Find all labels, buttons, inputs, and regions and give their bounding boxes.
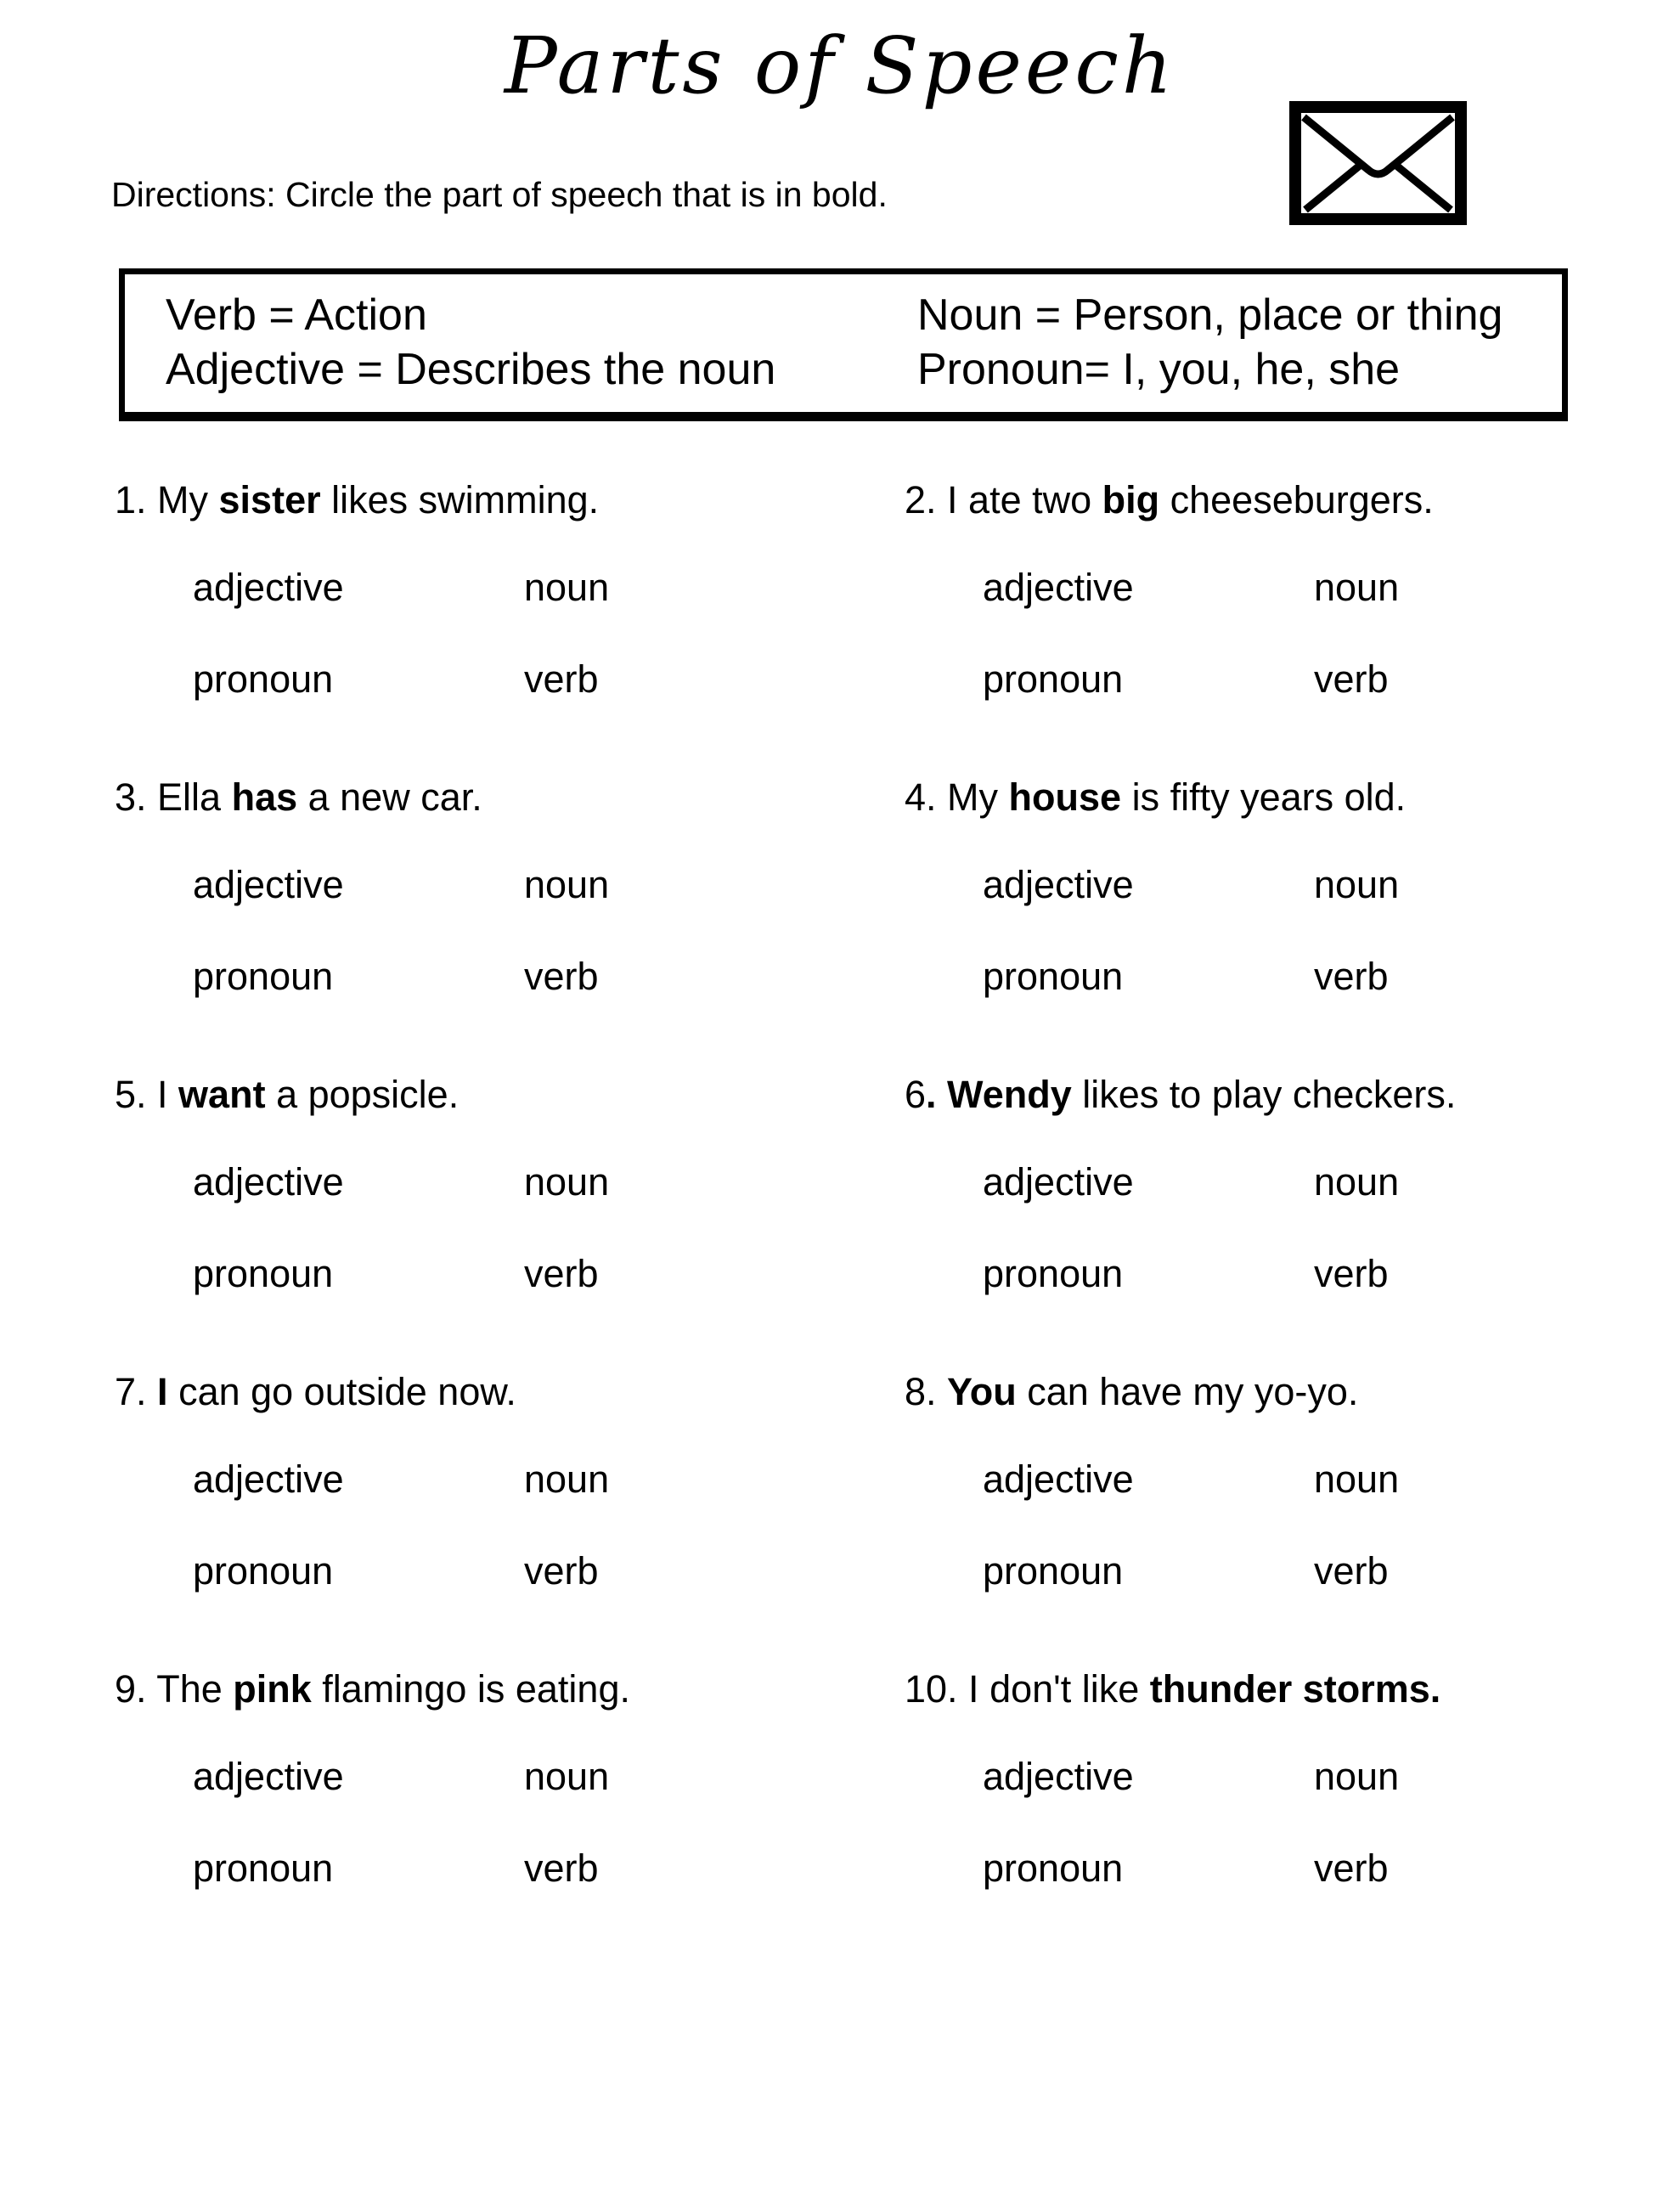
question-5-sentence [115,1070,905,1119]
question-8-options [905,1457,1680,1593]
option-adjective[interactable]: adjective [983,1457,1134,1501]
option-pronoun[interactable]: pronoun [193,657,334,701]
sentence-text: likes to play checkers. [1071,1073,1457,1116]
sentence-text: 2. I ate two [905,478,1102,521]
question-7-sentence [115,1367,905,1417]
sentence-text: 9. The [115,1667,234,1711]
sentence-text: likes swimming. [320,478,600,521]
definition-noun: Noun = Person, place or thing [917,290,1503,340]
question-2-sentence [905,476,1680,525]
option-adjective[interactable]: adjective [193,1755,344,1798]
questions-grid [0,476,1680,1962]
sentence-bold-word: want [178,1073,266,1116]
sentence-bold-word: thunder storms. [1149,1667,1441,1711]
sentence-text: 3. Ella [115,775,232,819]
question-8 [905,1367,1680,1665]
question-10-sentence [905,1665,1680,1714]
sentence-text: 7. [115,1370,158,1413]
sentence-text: cheeseburgers. [1159,478,1434,521]
definitions-box [119,268,1568,421]
option-pronoun[interactable]: pronoun [983,955,1124,998]
option-noun[interactable]: noun [1314,1160,1400,1204]
sentence-text: a popsicle. [265,1073,459,1116]
sentence-bold-word: big [1102,478,1160,521]
sentence-text: flamingo is eating. [311,1667,630,1711]
sentence-bold-word: You [947,1370,1017,1413]
option-pronoun[interactable]: pronoun [193,955,334,998]
page-title: Parts of Speech [504,20,1176,111]
option-verb[interactable]: verb [1314,1252,1389,1295]
sentence-text: can have my yo-yo. [1016,1370,1359,1413]
definition-verb: Verb = Action [166,290,427,340]
option-verb[interactable]: verb [1314,1846,1389,1890]
option-adjective[interactable]: adjective [193,1160,344,1204]
option-pronoun[interactable]: pronoun [193,1549,334,1593]
option-verb[interactable]: verb [1314,1549,1389,1593]
question-2 [905,476,1680,773]
option-pronoun[interactable]: pronoun [983,1846,1124,1890]
question-7 [115,1367,905,1665]
sentence-text: a new car. [297,775,482,819]
option-noun[interactable]: noun [1314,1457,1400,1501]
question-3-options [115,863,905,999]
sentence-bold-word: sister [218,478,321,521]
option-verb[interactable]: verb [1314,955,1389,998]
question-6 [905,1070,1680,1367]
option-verb[interactable]: verb [524,657,599,701]
question-3 [115,773,905,1070]
question-1 [115,476,905,773]
question-6-sentence [905,1070,1680,1119]
question-7-options [115,1457,905,1593]
question-4 [905,773,1680,1070]
definition-pronoun: Pronoun= I, you, he, she [917,345,1401,394]
option-adjective[interactable]: adjective [193,566,344,609]
question-3-sentence [115,773,905,822]
option-noun[interactable]: noun [524,566,610,609]
question-10 [905,1665,1680,1962]
question-5 [115,1070,905,1367]
option-verb[interactable]: verb [524,1846,599,1890]
directions-text: Directions: Circle the part of speech that is in bold. [111,175,888,214]
sentence-bold-word: has [231,775,298,819]
option-noun[interactable]: noun [1314,863,1400,906]
definition-adjective: Adjective = Describes the noun [166,345,776,394]
option-noun[interactable]: noun [524,863,610,906]
option-noun[interactable]: noun [524,1160,610,1204]
question-4-options [905,863,1680,999]
sentence-text: is fifty years old. [1121,775,1407,819]
question-10-options [905,1755,1680,1891]
sentence-text: 1. My [115,478,219,521]
question-6-options [905,1160,1680,1296]
option-adjective[interactable]: adjective [983,1755,1134,1798]
option-noun[interactable]: noun [524,1457,610,1501]
option-noun[interactable]: noun [524,1755,610,1798]
sentence-text: 8. [905,1370,948,1413]
question-9-sentence [115,1665,905,1714]
option-adjective[interactable]: adjective [983,566,1134,609]
option-adjective[interactable]: adjective [983,863,1134,906]
option-adjective[interactable]: adjective [193,1457,344,1501]
sentence-bold-word: house [1008,775,1122,819]
question-9-options [115,1755,905,1891]
option-verb[interactable]: verb [524,955,599,998]
option-adjective[interactable]: adjective [193,863,344,906]
question-1-sentence [115,476,905,525]
option-pronoun[interactable]: pronoun [983,657,1124,701]
option-pronoun[interactable]: pronoun [983,1252,1124,1295]
sentence-text: can go outside now. [167,1370,516,1413]
option-noun[interactable]: noun [1314,1755,1400,1798]
option-noun[interactable]: noun [1314,566,1400,609]
sentence-bold-word: I [157,1370,168,1413]
envelope-icon [1289,100,1467,226]
question-9 [115,1665,905,1962]
option-verb[interactable]: verb [524,1549,599,1593]
sentence-bold-word: . Wendy [926,1073,1072,1116]
question-8-sentence [905,1367,1680,1417]
option-pronoun[interactable]: pronoun [193,1846,334,1890]
sentence-text: 10. I don't like [905,1667,1150,1711]
sentence-text: 4. My [905,775,1009,819]
option-verb[interactable]: verb [524,1252,599,1295]
option-verb[interactable]: verb [1314,657,1389,701]
sentence-bold-word: pink [233,1667,312,1711]
option-pronoun[interactable]: pronoun [983,1549,1124,1593]
question-1-options [115,566,905,702]
question-2-options [905,566,1680,702]
option-pronoun[interactable]: pronoun [193,1252,334,1295]
sentence-text: 5. I [115,1073,179,1116]
option-adjective[interactable]: adjective [983,1160,1134,1204]
sentence-text: 6 [905,1073,927,1116]
question-5-options [115,1160,905,1296]
question-4-sentence [905,773,1680,822]
